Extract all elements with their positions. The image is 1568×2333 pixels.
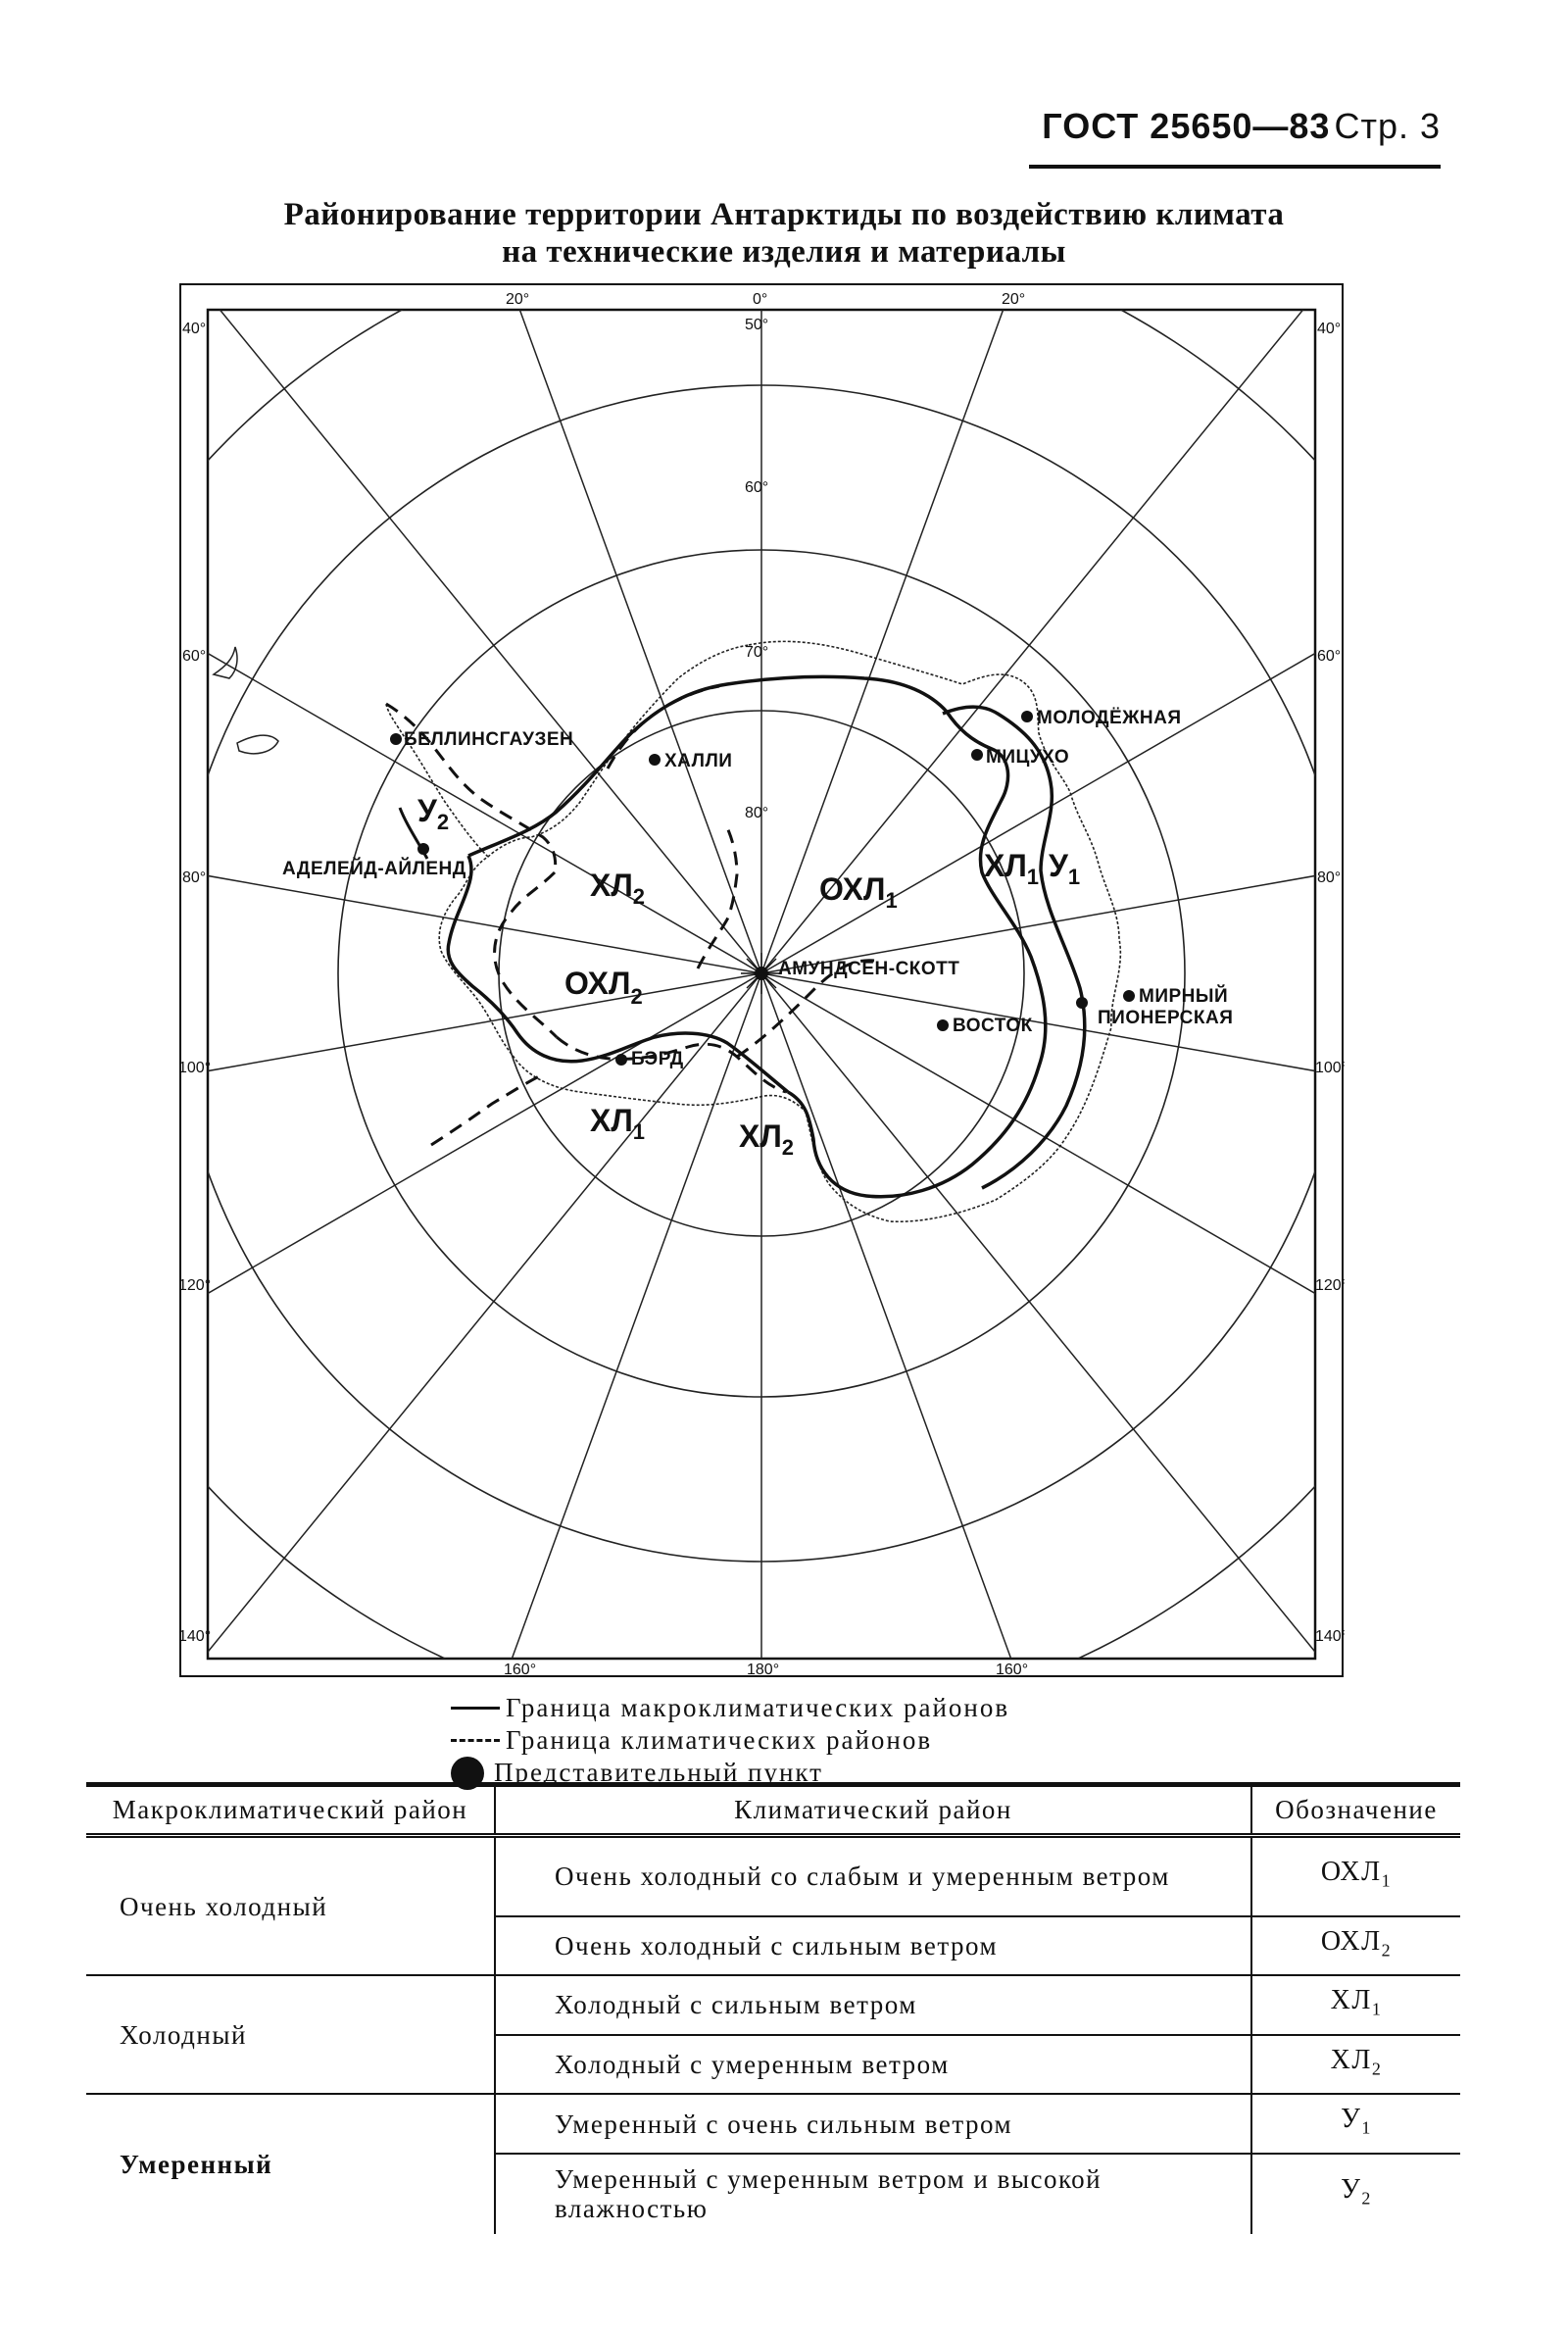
header-macro: Макроклиматический район (86, 1785, 495, 1836)
station-dot-mizuho (971, 749, 983, 761)
macro-cell-cold: Холодный (86, 1975, 495, 2094)
south-pole-marker (741, 953, 782, 994)
station-label-adelaide: АДЕЛЕЙД-АЙЛЕНД (282, 859, 466, 879)
meridian-label-120w: 120° (178, 1277, 212, 1294)
legend-macro-boundary (451, 1692, 1009, 1724)
climate-cell: Умеренный с умеренным ветром и высокой влажностью (495, 2154, 1251, 2234)
table-header-row (86, 1785, 1460, 1836)
code-cell: $ХЛ_1$ (1251, 1975, 1460, 2035)
figure-title-line-2: на технические изделия и материалы (502, 234, 1066, 270)
meridian-100e (761, 973, 1345, 1127)
climate-cell: Очень холодный с сильным ветром (495, 1916, 1251, 1976)
zone-label-khl1-east: $ХЛ_1$ (984, 848, 1040, 889)
page-number: Стр. 3 (1334, 106, 1441, 146)
meridian-160w (458, 973, 761, 1678)
figure-title-line-1: Районирование территории Антарктиды по воздействию климата (283, 197, 1285, 232)
header-designation: Обозначение (1251, 1785, 1460, 1836)
meridian-label-120e: 120° (1315, 1277, 1345, 1294)
meridian-label-60w: 60° (182, 648, 207, 665)
zones-table (86, 1782, 1460, 2234)
meridian-label-160e: 160° (996, 1662, 1029, 1678)
station-label-amundsen-scott: АМУНДСЕН-СКОТТ (778, 959, 960, 979)
table-row (86, 2094, 1460, 2154)
station-label-byrd: БЭРД (631, 1049, 684, 1069)
macro-cell-moderate: Умеренный (86, 2094, 495, 2234)
antarctica-zoning-map (178, 282, 1345, 1678)
climate-boundary-2 (495, 872, 557, 1037)
meridian-label-80w: 80° (182, 869, 207, 886)
meridian-160e (761, 973, 1065, 1678)
parallel-label-60: 60° (745, 479, 769, 496)
code-cell: $У_2$ (1251, 2154, 1460, 2234)
code-cell: $У_1$ (1251, 2094, 1460, 2154)
station-label-halley: ХАЛЛИ (664, 751, 733, 771)
zone-label-khl2-south: $ХЛ_2$ (739, 1118, 795, 1160)
zone-label-u1: $У_1$ (1049, 848, 1081, 889)
dashed-line-swatch (451, 1739, 500, 1742)
parallel-label-80: 80° (745, 805, 769, 821)
figure-title (176, 196, 1392, 271)
station-label-mizuho: МИЦУХО (986, 747, 1070, 768)
parallel-label-50: 50° (745, 317, 769, 333)
code-cell: $ОХЛ_2$ (1251, 1916, 1460, 1976)
zone-label-okhl2: $ОХЛ_2$ (564, 966, 643, 1009)
macro-boundary-3 (943, 707, 1085, 1188)
meridian-label-60e: 60° (1317, 648, 1342, 665)
station-dot-vostok (937, 1019, 949, 1031)
station-label-bellingshausen: БЕЛЛИНСГАУЗЕН (404, 729, 574, 750)
legend-climate-label: Граница климатических районов (506, 1725, 933, 1755)
legend-point-label: Представительный пункт (494, 1758, 823, 1787)
parallel-label-70: 70° (745, 644, 769, 661)
zone-label-khl2-west: $ХЛ_2$ (590, 868, 646, 909)
station-label-molodezhnaya: МОЛОДЁЖНАЯ (1037, 708, 1182, 728)
meridian-120w (178, 973, 761, 1417)
map-legend (451, 1692, 1009, 1789)
macro-cell-very-cold: Очень холодный (120, 1891, 328, 1921)
meridian-label-140e: 140° (1315, 1628, 1345, 1645)
meridian-label-100e: 100° (1315, 1060, 1345, 1076)
standard-number: ГОСТ 25650—83 (1042, 106, 1331, 146)
meridian-140e (761, 973, 1332, 1672)
meridian-label-40e: 40° (1317, 321, 1342, 337)
station-dot-molodezhnaya (1021, 711, 1033, 722)
solid-line-swatch (451, 1707, 500, 1710)
meridian-label-160w: 160° (504, 1662, 537, 1678)
legend-climate-boundary (451, 1724, 1009, 1757)
meridian-label-0: 0° (753, 291, 768, 308)
meridian-label-180: 180° (747, 1662, 780, 1678)
map-svg (178, 282, 1345, 1678)
climate-cell: Холодный с сильным ветром (495, 1975, 1251, 2035)
meridian-label-20e: 20° (1002, 291, 1026, 308)
station-dot-halley (649, 754, 661, 766)
zone-label-khl1-south: $ХЛ_1$ (590, 1103, 646, 1144)
legend-macro-label: Граница макроклиматических районов (506, 1693, 1010, 1722)
station-dot-mirny (1123, 990, 1135, 1002)
zone-label-okhl1: $ОХЛ_1$ (819, 871, 898, 913)
code-cell: $ОХЛ_1$ (1320, 1856, 1393, 1891)
meridian-label-20w: 20° (506, 291, 530, 308)
meridian-label-40w: 40° (182, 321, 207, 337)
station-label-vostok: ВОСТОК (953, 1016, 1033, 1036)
meridian-label-80e: 80° (1317, 869, 1342, 886)
meridian-80w (178, 819, 761, 973)
meridian-label-100w: 100° (178, 1060, 212, 1076)
table-row (86, 1975, 1460, 2035)
station-label-mirny: МИРНЫЙ (1139, 986, 1229, 1007)
table-row (86, 1836, 1460, 1916)
meridian-label-140w: 140° (178, 1628, 212, 1645)
climate-zones-table (86, 1782, 1460, 2234)
climate-cell: Холодный с умеренным ветром (495, 2035, 1251, 2095)
station-dot-bellingshausen (390, 733, 402, 745)
header-climate: Климатический район (495, 1785, 1251, 1836)
station-dot-adelaide (417, 843, 429, 855)
station-label-pionerskaya: ПИОНЕРСКАЯ (1098, 1008, 1234, 1028)
meridian-140w (191, 973, 761, 1672)
climate-cell: Умеренный с очень сильным ветром (495, 2094, 1251, 2154)
meridian-40e (761, 282, 1332, 973)
code-cell: $ХЛ_2$ (1251, 2035, 1460, 2095)
station-dot-pionerskaya (1076, 997, 1088, 1009)
meridian-40w (191, 282, 761, 973)
page-header (1029, 106, 1441, 169)
zone-label-u2: $У_2$ (417, 793, 450, 834)
meridian-120e (761, 973, 1345, 1417)
station-dot-byrd (615, 1054, 627, 1066)
climate-cell: Очень холодный со слабым и умеренным ветром (495, 1836, 1251, 1916)
